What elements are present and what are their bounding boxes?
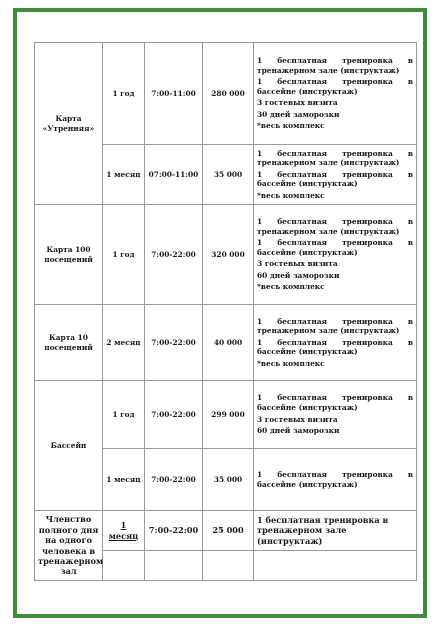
term-text: 1 месяц xyxy=(108,520,139,541)
include-item: *весь комплекс xyxy=(257,121,325,131)
price-cell: 35 000 xyxy=(203,145,254,205)
table-row xyxy=(35,305,417,381)
includes-cell xyxy=(254,145,417,205)
include-item: 1 бесплатная тренировка в бассейне (инструктаж) xyxy=(257,469,413,489)
include-item: 1 бесплатная тренировка в тренажерном зале (инструктаж) xyxy=(257,148,413,168)
card-name-cell: Бассейн xyxy=(35,381,103,511)
include-item: 1 бесплатная тренировка в тренажерном зале (инструктаж) xyxy=(257,216,413,236)
time-cell: 7:00-11:00 xyxy=(145,43,203,145)
price-cell: 35 000 xyxy=(203,449,254,511)
include-item: 60 дней заморозки xyxy=(257,426,340,436)
price-cell: 25 000 xyxy=(203,511,254,551)
term-cell: 1 месяц xyxy=(103,145,145,205)
table-row xyxy=(35,511,417,551)
time-cell: 7:00-22:00 xyxy=(145,511,203,551)
include-item: *весь комплекс xyxy=(257,282,325,292)
term-cell xyxy=(103,511,145,551)
empty-cell xyxy=(254,551,417,581)
empty-cell xyxy=(145,551,203,581)
include-item: 1 бесплатная тренировка в тренажерном зале (инструктаж) xyxy=(257,55,413,75)
time-cell: 07:00-11:00 xyxy=(145,145,203,205)
include-item: 1 бесплатная тренировка в тренажерном зале (инструктаж) xyxy=(257,514,389,546)
include-item: 3 гостевых визита xyxy=(257,98,338,108)
empty-cell xyxy=(103,551,145,581)
includes-cell xyxy=(254,511,417,551)
table-row xyxy=(35,205,417,305)
includes-cell xyxy=(254,449,417,511)
term-cell: 2 месяц xyxy=(103,305,145,381)
time-cell: 7:00-22:00 xyxy=(145,205,203,305)
include-item: 1 бесплатная тренировка в бассейне (инструктаж) xyxy=(257,77,413,96)
includes-cell xyxy=(254,205,417,305)
term-cell: 1 год xyxy=(103,381,145,449)
include-item: 1 бесплатная тренировка в бассейне (инструктаж) xyxy=(257,238,413,257)
price-cell: 299 000 xyxy=(203,381,254,449)
include-item: 1 бесплатная тренировка в тренажерном зале (инструктаж) xyxy=(257,316,413,336)
table-row xyxy=(35,381,417,449)
empty-cell xyxy=(203,551,254,581)
include-item: 1 бесплатная тренировка в бассейне (инструктаж) xyxy=(257,337,413,357)
card-name-cell: Членство полного дня на одного человека в тренажерном зал xyxy=(35,511,103,581)
include-item: 3 гостевых визита xyxy=(257,259,338,269)
price-cell: 320 000 xyxy=(203,205,254,305)
time-cell: 7:00-22:00 xyxy=(145,305,203,381)
term-cell: 1 месяц xyxy=(103,449,145,511)
time-cell: 7:00-22:00 xyxy=(145,449,203,511)
membership-price-table xyxy=(34,42,417,581)
card-name-cell: Карта 100 посещений xyxy=(35,205,103,305)
include-item: 60 дней заморозки xyxy=(257,270,340,280)
card-name-cell: Карта «Утренняя» xyxy=(35,43,103,205)
include-item: 1 бесплатная тренировка в бассейне (инструктаж) xyxy=(257,169,413,189)
card-name-cell: Карта 10 посещений xyxy=(35,305,103,381)
include-item: 1 бесплатная тренировка в бассейне (инструктаж) xyxy=(257,393,413,412)
time-cell: 7:00-22:00 xyxy=(145,381,203,449)
price-cell: 40 000 xyxy=(203,305,254,381)
includes-cell xyxy=(254,305,417,381)
include-item: *весь комплекс xyxy=(257,358,325,368)
price-cell: 280 000 xyxy=(203,43,254,145)
include-item: 3 гостевых визита xyxy=(257,414,338,424)
includes-cell xyxy=(254,381,417,449)
includes-cell xyxy=(254,43,417,145)
table-row xyxy=(35,43,417,145)
term-cell: 1 год xyxy=(103,205,145,305)
include-item: *весь комплекс xyxy=(257,190,325,200)
include-item: 30 дней заморозки xyxy=(257,109,340,119)
term-cell: 1 год xyxy=(103,43,145,145)
